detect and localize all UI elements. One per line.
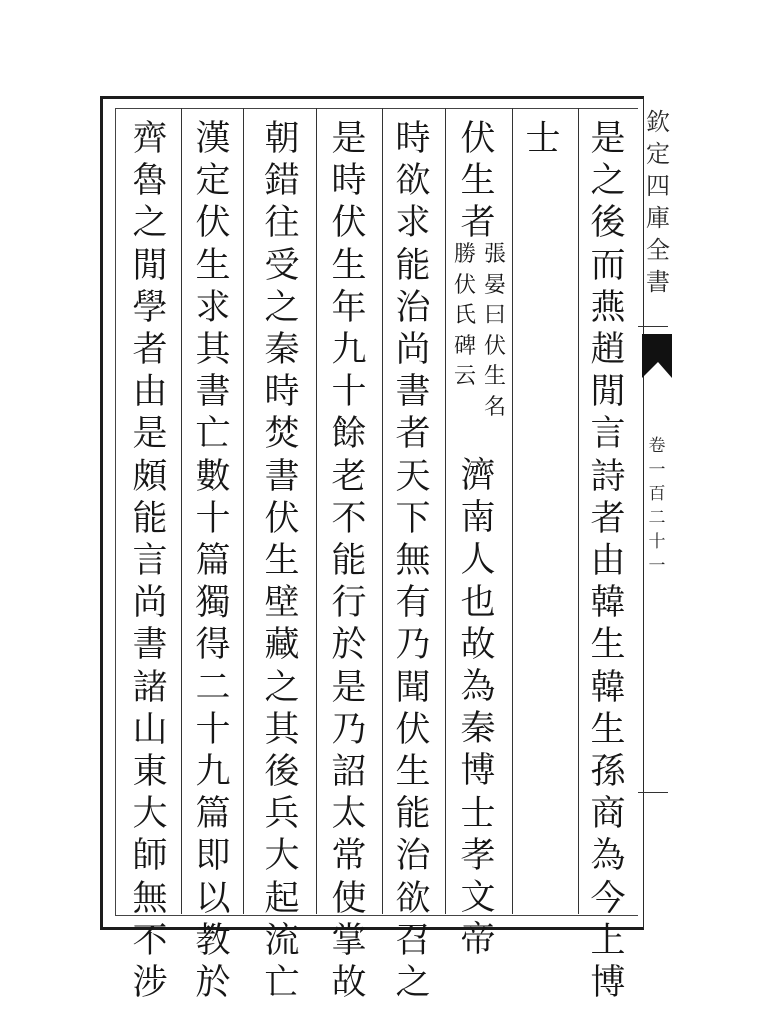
character: 百 bbox=[648, 484, 666, 504]
character: 書 bbox=[646, 268, 670, 296]
character: 掌 bbox=[331, 920, 367, 961]
character: 常 bbox=[331, 836, 367, 877]
character: 之 bbox=[264, 287, 300, 328]
character: 能 bbox=[395, 794, 431, 835]
character: 求 bbox=[395, 203, 431, 244]
column-rule bbox=[181, 108, 182, 914]
character: 不 bbox=[331, 498, 367, 539]
character: 學 bbox=[132, 287, 168, 328]
character: 二 bbox=[648, 508, 666, 528]
character: 生 bbox=[395, 752, 431, 793]
character: 受 bbox=[264, 245, 300, 286]
character: 十 bbox=[648, 532, 666, 552]
character: 不 bbox=[132, 920, 168, 961]
character: 一 bbox=[648, 460, 666, 480]
character: 者 bbox=[460, 203, 496, 244]
text-column-2 bbox=[521, 118, 565, 160]
character: 生 bbox=[264, 541, 300, 582]
character: 壁 bbox=[264, 583, 300, 624]
character: 是 bbox=[331, 667, 367, 708]
text-column-1 bbox=[586, 118, 630, 1004]
character: 士 bbox=[525, 119, 561, 159]
character: 朝 bbox=[264, 119, 300, 159]
character: 定 bbox=[646, 140, 670, 168]
character: 伏 bbox=[195, 203, 231, 244]
character: 曰 bbox=[483, 303, 506, 328]
character: 帝 bbox=[460, 920, 496, 961]
character: 治 bbox=[395, 287, 431, 328]
character: 教 bbox=[195, 920, 231, 961]
character: 是 bbox=[331, 119, 367, 159]
character: 張 bbox=[483, 242, 506, 267]
character: 也 bbox=[460, 582, 496, 623]
text-column-8 bbox=[128, 118, 172, 1004]
character: 大 bbox=[132, 794, 168, 835]
character: 燕 bbox=[590, 287, 626, 328]
character: 尚 bbox=[395, 330, 431, 371]
character: 人 bbox=[460, 540, 496, 581]
character: 商 bbox=[590, 794, 626, 835]
note-line-right bbox=[480, 240, 510, 423]
character: 伏 bbox=[395, 709, 431, 750]
character: 無 bbox=[132, 878, 168, 919]
character: 下 bbox=[395, 498, 431, 539]
character: 齊 bbox=[132, 119, 168, 159]
character: 往 bbox=[264, 203, 300, 244]
character: 行 bbox=[331, 583, 367, 624]
character: 頗 bbox=[132, 456, 168, 497]
character: 流 bbox=[264, 920, 300, 961]
character: 故 bbox=[460, 624, 496, 665]
character: 閒 bbox=[132, 245, 168, 286]
character: 獨 bbox=[195, 583, 231, 624]
character: 孝 bbox=[460, 835, 496, 876]
character: 欲 bbox=[395, 878, 431, 919]
character: 於 bbox=[331, 625, 367, 666]
text-column-3 bbox=[456, 118, 500, 245]
character: 老 bbox=[331, 456, 367, 497]
character: 以 bbox=[195, 878, 231, 919]
column-rule bbox=[316, 108, 317, 914]
character: 數 bbox=[195, 456, 231, 497]
character: 求 bbox=[195, 287, 231, 328]
character: 尚 bbox=[132, 583, 168, 624]
character: 藏 bbox=[264, 625, 300, 666]
character: 欽 bbox=[646, 108, 670, 136]
character: 後 bbox=[590, 203, 626, 244]
character: 晏 bbox=[483, 272, 506, 298]
character: 焚 bbox=[264, 414, 300, 455]
character: 秦 bbox=[460, 709, 496, 750]
character: 云 bbox=[453, 364, 476, 389]
character: 者 bbox=[590, 498, 626, 539]
margin-line bbox=[638, 792, 668, 793]
character: 諸 bbox=[132, 667, 168, 708]
character: 生 bbox=[483, 364, 506, 389]
character: 伏 bbox=[483, 333, 506, 359]
character: 士 bbox=[460, 793, 496, 834]
character: 聞 bbox=[395, 667, 431, 708]
column-rule bbox=[243, 108, 244, 914]
character: 博 bbox=[590, 963, 626, 1004]
character: 大 bbox=[264, 836, 300, 877]
character: 欲 bbox=[395, 161, 431, 202]
character: 故 bbox=[331, 963, 367, 1004]
character: 孫 bbox=[590, 752, 626, 793]
character: 趙 bbox=[590, 330, 626, 371]
text-column-5 bbox=[327, 118, 371, 1004]
margin-line bbox=[638, 326, 668, 327]
character: 閒 bbox=[590, 372, 626, 413]
character: 上 bbox=[590, 920, 626, 961]
character: 生 bbox=[590, 625, 626, 666]
character: 詔 bbox=[331, 752, 367, 793]
character: 生 bbox=[460, 161, 496, 202]
character: 能 bbox=[395, 245, 431, 286]
column-rule bbox=[382, 108, 383, 914]
character: 亡 bbox=[264, 963, 300, 1004]
character: 十 bbox=[331, 372, 367, 413]
character: 師 bbox=[132, 836, 168, 877]
character: 濟 bbox=[460, 456, 496, 496]
character: 南 bbox=[460, 498, 496, 539]
character: 卷 bbox=[648, 436, 666, 456]
character: 全 bbox=[646, 236, 670, 264]
character: 博 bbox=[460, 751, 496, 792]
character: 亡 bbox=[195, 414, 231, 455]
character: 治 bbox=[395, 836, 431, 877]
character: 篇 bbox=[195, 541, 231, 582]
character: 碑 bbox=[453, 333, 476, 359]
character: 之 bbox=[590, 161, 626, 202]
column-rule bbox=[445, 108, 446, 914]
character: 能 bbox=[132, 498, 168, 539]
character: 天 bbox=[395, 456, 431, 497]
character: 能 bbox=[331, 541, 367, 582]
character: 者 bbox=[395, 414, 431, 455]
character: 書 bbox=[395, 372, 431, 413]
character: 詩 bbox=[590, 456, 626, 497]
fish-tail-mark-icon bbox=[642, 332, 672, 380]
character: 之 bbox=[264, 667, 300, 708]
character: 伏 bbox=[460, 119, 496, 159]
margin-title bbox=[645, 106, 671, 298]
character: 為 bbox=[590, 836, 626, 877]
character: 乃 bbox=[395, 625, 431, 666]
text-column-4 bbox=[391, 118, 435, 1004]
character: 今 bbox=[590, 878, 626, 919]
character: 書 bbox=[195, 372, 231, 413]
text-column-7 bbox=[191, 118, 235, 1004]
character: 時 bbox=[395, 119, 431, 159]
character: 者 bbox=[132, 330, 168, 371]
character: 之 bbox=[132, 203, 168, 244]
character: 文 bbox=[460, 878, 496, 919]
character: 其 bbox=[264, 709, 300, 750]
character: 之 bbox=[395, 963, 431, 1004]
character: 言 bbox=[590, 414, 626, 455]
character: 九 bbox=[331, 330, 367, 371]
character: 由 bbox=[132, 372, 168, 413]
character: 餘 bbox=[331, 414, 367, 455]
character: 名 bbox=[483, 394, 506, 420]
character: 召 bbox=[395, 920, 431, 961]
character: 庫 bbox=[646, 204, 670, 232]
column-rule bbox=[578, 108, 579, 914]
character: 其 bbox=[195, 330, 231, 371]
character: 十 bbox=[195, 709, 231, 750]
character: 韓 bbox=[590, 583, 626, 624]
character: 生 bbox=[195, 245, 231, 286]
character: 乃 bbox=[331, 709, 367, 750]
character: 太 bbox=[331, 794, 367, 835]
character: 伏 bbox=[264, 498, 300, 539]
character: 錯 bbox=[264, 161, 300, 202]
character: 由 bbox=[590, 541, 626, 582]
character: 使 bbox=[331, 878, 367, 919]
character: 東 bbox=[132, 752, 168, 793]
margin-folio bbox=[646, 434, 668, 578]
character: 生 bbox=[331, 245, 367, 286]
character: 於 bbox=[195, 963, 231, 1004]
character: 為 bbox=[460, 667, 496, 708]
character: 伏 bbox=[331, 203, 367, 244]
character: 九 bbox=[195, 752, 231, 793]
character: 定 bbox=[195, 161, 231, 202]
character: 一 bbox=[648, 556, 666, 576]
character: 書 bbox=[264, 456, 300, 497]
character: 是 bbox=[132, 414, 168, 455]
character: 四 bbox=[646, 172, 670, 200]
character: 後 bbox=[264, 752, 300, 793]
character: 山 bbox=[132, 709, 168, 750]
character: 無 bbox=[395, 541, 431, 582]
character: 即 bbox=[195, 836, 231, 877]
character: 年 bbox=[331, 287, 367, 328]
note-line-left bbox=[450, 240, 480, 393]
character: 言 bbox=[132, 541, 168, 582]
character: 十 bbox=[195, 498, 231, 539]
character: 書 bbox=[132, 625, 168, 666]
character: 時 bbox=[331, 161, 367, 202]
character: 勝 bbox=[453, 242, 476, 267]
character: 生 bbox=[590, 709, 626, 750]
character: 魯 bbox=[132, 161, 168, 202]
character: 得 bbox=[195, 625, 231, 666]
text-column-6 bbox=[260, 118, 304, 1004]
character: 兵 bbox=[264, 794, 300, 835]
character: 有 bbox=[395, 583, 431, 624]
character: 伏 bbox=[453, 272, 476, 298]
character: 涉 bbox=[132, 963, 168, 1004]
character: 漢 bbox=[195, 119, 231, 159]
text-column-3-continuation bbox=[456, 455, 500, 961]
character: 而 bbox=[590, 245, 626, 286]
character: 韓 bbox=[590, 667, 626, 708]
character: 秦 bbox=[264, 330, 300, 371]
character: 氏 bbox=[453, 303, 476, 328]
character: 篇 bbox=[195, 794, 231, 835]
character: 時 bbox=[264, 372, 300, 413]
column-rule bbox=[512, 108, 513, 914]
character: 二 bbox=[195, 667, 231, 708]
character: 是 bbox=[590, 119, 626, 159]
character: 起 bbox=[264, 878, 300, 919]
